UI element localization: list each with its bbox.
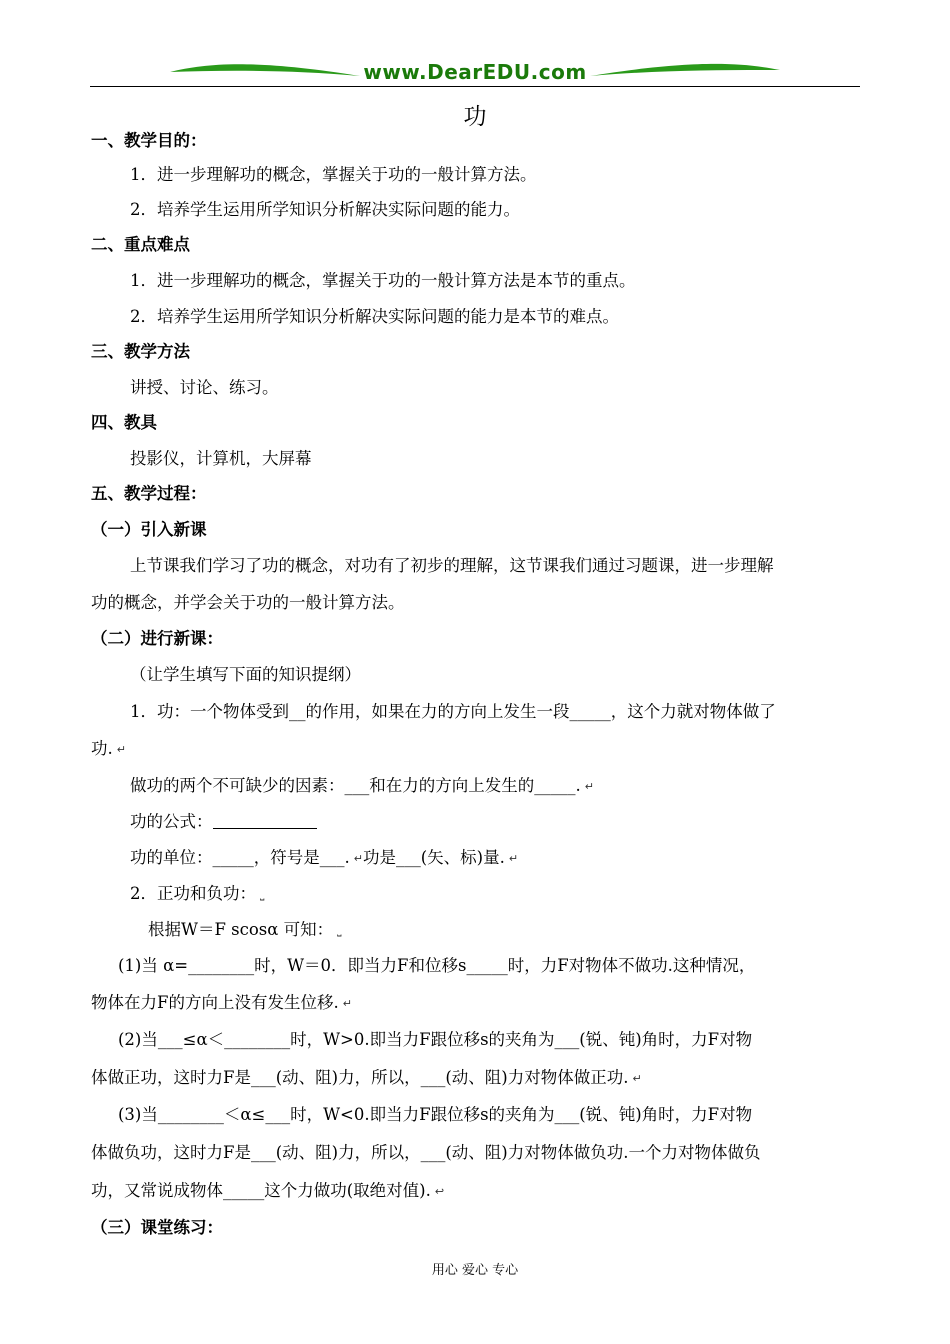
- case1-line2-text: 物体在力F的方向上没有发生位移.: [91, 993, 339, 1012]
- work-definition-line2-text: 功.: [91, 739, 113, 758]
- heading-methods: 三、教学方法: [91, 342, 190, 361]
- line-break-mark-icon: ⎵: [260, 887, 265, 901]
- paragraph-mark-icon: ↵: [342, 996, 352, 1010]
- heading-objectives: 一、教学目的：: [91, 131, 207, 150]
- tools-text: 投影仪，计算机，大屏幕: [130, 449, 312, 468]
- positive-negative-text: 2．正功和负功：: [130, 884, 256, 903]
- section-end-mark-icon: ↩: [434, 1184, 445, 1198]
- page-header: [90, 58, 860, 90]
- case3-line3-text: 功，又常说成物体_____这个力做功(取绝对值).: [91, 1181, 431, 1200]
- key-point-2: 2．培养学生运用所学知识分析解决实际问题的能力是本节的难点。: [130, 307, 619, 326]
- objective-2: 2．培养学生运用所学知识分析解决实际问题的能力。: [130, 200, 520, 219]
- case1-line1: (1)当 α=________时，W＝0．即当力F和位移s_____时，力F对物体不做功.这种情况，: [118, 956, 756, 975]
- heading-tools: 四、教具: [91, 413, 157, 432]
- work-factors-text: 做功的两个不可缺少的因素：___和在力的方向上发生的_____.: [130, 776, 581, 795]
- key-point-1: 1．进一步理解功的概念，掌握关于功的一般计算方法是本节的重点。: [130, 271, 636, 290]
- work-unit-text: 功的单位：_____，符号是___.: [130, 848, 350, 867]
- logo-left-swoosh-icon: [170, 58, 360, 86]
- paragraph-mark-icon: ↵: [353, 851, 363, 865]
- page-title: 功: [463, 104, 487, 130]
- intro-text-line2: 功的概念，并学会关于功的一般计算方法。: [91, 593, 405, 612]
- paragraph-mark-icon: ↵: [632, 1071, 642, 1085]
- work-formula-label: 功的公式：: [130, 812, 213, 831]
- paragraph-mark-icon: ↵: [584, 779, 594, 793]
- positive-negative-heading: [130, 883, 264, 906]
- objective-1: 1．进一步理解功的概念，掌握关于功的一般计算方法。: [130, 165, 537, 184]
- subheading-practice: （三）课堂练习：: [91, 1218, 223, 1237]
- work-definition-line2: [91, 738, 126, 761]
- case2-line2-text: 体做正功，这时力F是___(动、阻)力，所以，___(动、阻)力对物体做正功.: [91, 1068, 629, 1087]
- outline-note: （让学生填写下面的知识提纲）: [130, 665, 361, 684]
- formula-blank: [213, 828, 317, 829]
- work-scalar-text: 功是___(矢、标)量.: [362, 848, 505, 867]
- heading-process: 五、教学过程：: [91, 484, 207, 503]
- formula-reference-line: [148, 919, 342, 942]
- case1-line2: [91, 992, 352, 1015]
- logo-text: www.DearEDU.com: [363, 60, 587, 84]
- paragraph-mark-icon: ↵: [116, 742, 126, 756]
- subheading-new-lesson: （二）进行新课：: [91, 629, 223, 648]
- formula-reference-text: 根据W＝F scosα 可知：: [148, 920, 334, 939]
- header-rule: [90, 86, 860, 87]
- case3-line1: (3)当________＜α≤___时，W<0.即当力F跟位移s的夹角为___(锐、钝)角时，力F对物: [118, 1105, 753, 1124]
- work-unit-line: [130, 847, 518, 870]
- paragraph-mark-icon: ↵: [508, 851, 519, 865]
- subheading-intro: （一）引入新课: [91, 520, 207, 539]
- case3-line2: 体做负功，这时力F是___(动、阻)力，所以，___(动、阻)力对物体做负功.一个力对物体做负: [91, 1143, 761, 1162]
- methods-text: 讲授、讨论、练习。: [130, 378, 279, 397]
- page-footer: 用心 爱心 专心: [431, 1263, 519, 1278]
- intro-text-line1: 上节课我们学习了功的概念，对功有了初步的理解，这节课我们通过习题课，进一步理解: [130, 556, 774, 575]
- work-formula-line: [130, 811, 317, 833]
- logo-right-swoosh-icon: [590, 58, 780, 86]
- work-definition-line1: 1．功：一个物体受到__的作用，如果在力的方向上发生一段_____，这个力就对物体做了: [130, 702, 776, 721]
- case2-line1: (2)当___≤α＜________时，W>0.即当力F跟位移s的夹角为___(锐、钝)角时，力F对物: [118, 1030, 753, 1049]
- line-break-mark-icon: ⎵: [337, 923, 342, 937]
- work-factors-line: [130, 775, 594, 798]
- case3-line3: [91, 1180, 444, 1203]
- case2-line2: [91, 1067, 642, 1090]
- heading-key-points: 二、重点难点: [91, 235, 190, 254]
